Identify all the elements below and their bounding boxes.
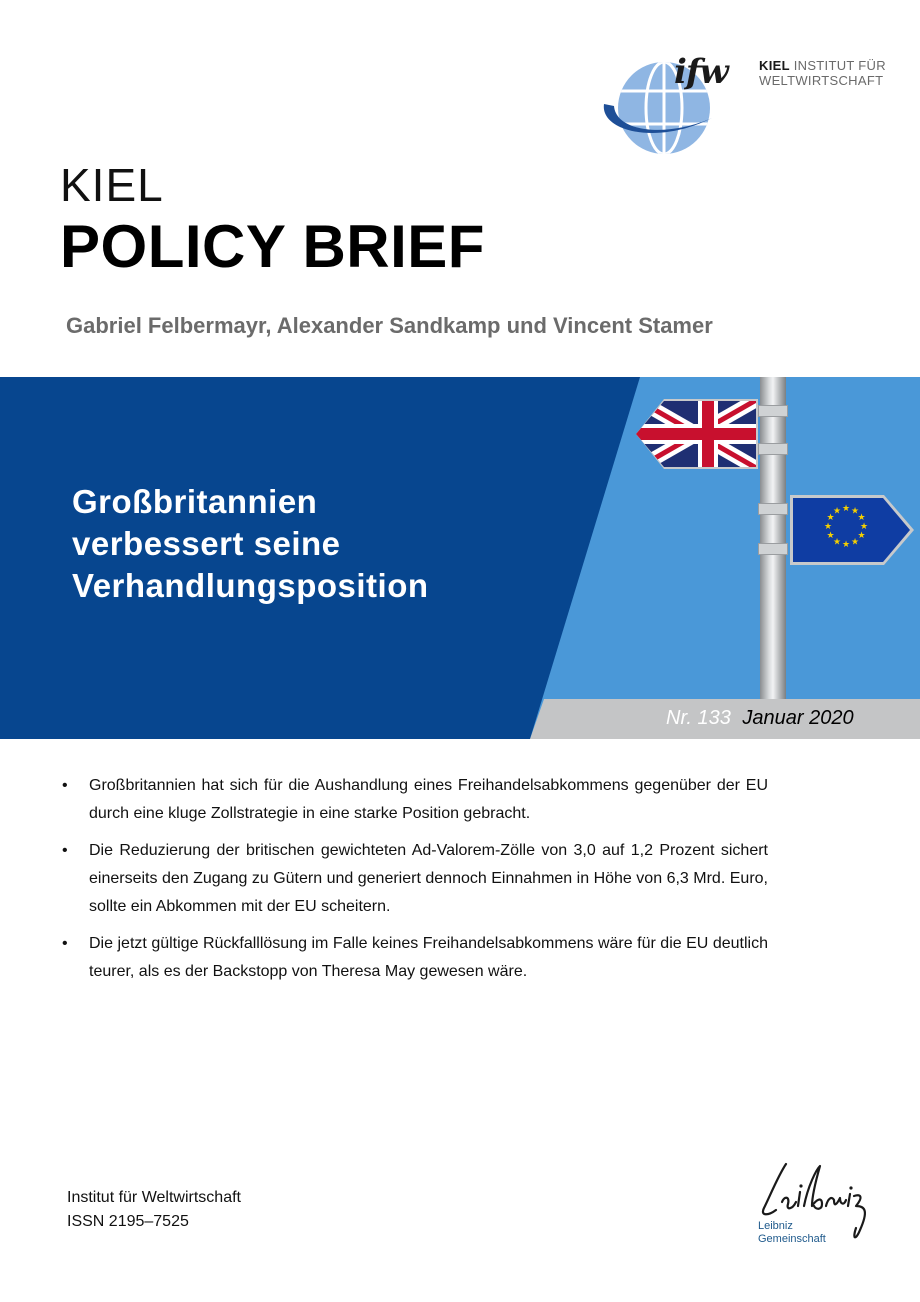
key-point: • Die jetzt gültige Rückfalllösung im Falle keines Freihandelsabkommens wäre für die EU deutlich teurer, als es der Backstopp von Theresa May gewesen wäre. xyxy=(62,930,768,986)
svg-text:★: ★ xyxy=(841,540,851,550)
institute-kiel: KIEL xyxy=(759,58,790,73)
authors: Gabriel Felbermayr, Alexander Sandkamp und Vincent Stamer xyxy=(66,313,713,338)
brief-headline xyxy=(72,481,429,607)
series-title: POLICY BRIEF xyxy=(60,213,485,280)
ifw-logo xyxy=(596,46,896,161)
footer-institute: Institut für Weltwirtschaft xyxy=(67,1189,241,1206)
svg-text:★: ★ xyxy=(841,504,851,514)
svg-text:★: ★ xyxy=(823,522,833,532)
sign-clamp xyxy=(758,405,788,417)
svg-text:★: ★ xyxy=(850,537,860,548)
key-point: • Die Reduzierung der britischen gewichteten Ad-Valorem-Zölle von 3,0 auf 1,2 Prozent sichert einerseits den Zugang zu Gütern und generiert dennoch Einnahmen in Höhe von 6,3 Mrd. Euro, sollte ein Abkommen mit der EU scheitern. xyxy=(62,837,768,921)
issue-number: Nr. 133 xyxy=(666,707,731,729)
leibniz-line2: Gemeinschaft xyxy=(758,1233,826,1245)
footer xyxy=(67,1186,241,1234)
leibniz-name xyxy=(758,1220,826,1246)
sign-clamp xyxy=(758,443,788,455)
headline-line-2: verbessert seine xyxy=(72,525,341,562)
footer-issn: ISSN 2195–7525 xyxy=(67,1213,189,1230)
svg-text:★: ★ xyxy=(857,531,866,541)
key-point: • Großbritannien hat sich für die Aushandlung eines Freihandelsabkommens gegenüber der EU durch eine kluge Zollstrategie in eine starke Position gebracht. xyxy=(62,772,768,828)
institute-line2: WELTWIRTSCHAFT xyxy=(759,73,884,88)
headline-line-1: Großbritannien xyxy=(72,483,318,520)
institute-line1-rest: INSTITUT FÜR xyxy=(793,58,886,73)
leibniz-line1: Leibniz xyxy=(758,1220,793,1232)
leibniz-logo xyxy=(756,1156,876,1251)
svg-text:★: ★ xyxy=(850,506,860,517)
series-kiel: KIEL xyxy=(60,159,164,211)
issue-date: Januar 2020 xyxy=(742,707,854,729)
uk-flag-sign xyxy=(636,399,758,469)
key-points xyxy=(62,772,768,995)
ifw-wordmark: ifw xyxy=(674,52,728,92)
sign-clamp xyxy=(758,543,788,555)
sign-clamp xyxy=(758,503,788,515)
eu-flag-sign xyxy=(790,495,914,565)
headline-line-3: Verhandlungsposition xyxy=(72,567,429,604)
svg-text:★: ★ xyxy=(826,513,835,523)
svg-text:★: ★ xyxy=(857,513,866,523)
svg-text:★: ★ xyxy=(859,522,869,532)
svg-text:★: ★ xyxy=(832,506,842,517)
svg-text:★: ★ xyxy=(826,531,835,541)
issue-info xyxy=(666,707,854,730)
svg-text:★: ★ xyxy=(832,537,842,548)
institute-name xyxy=(759,58,886,88)
title-banner xyxy=(0,377,920,739)
